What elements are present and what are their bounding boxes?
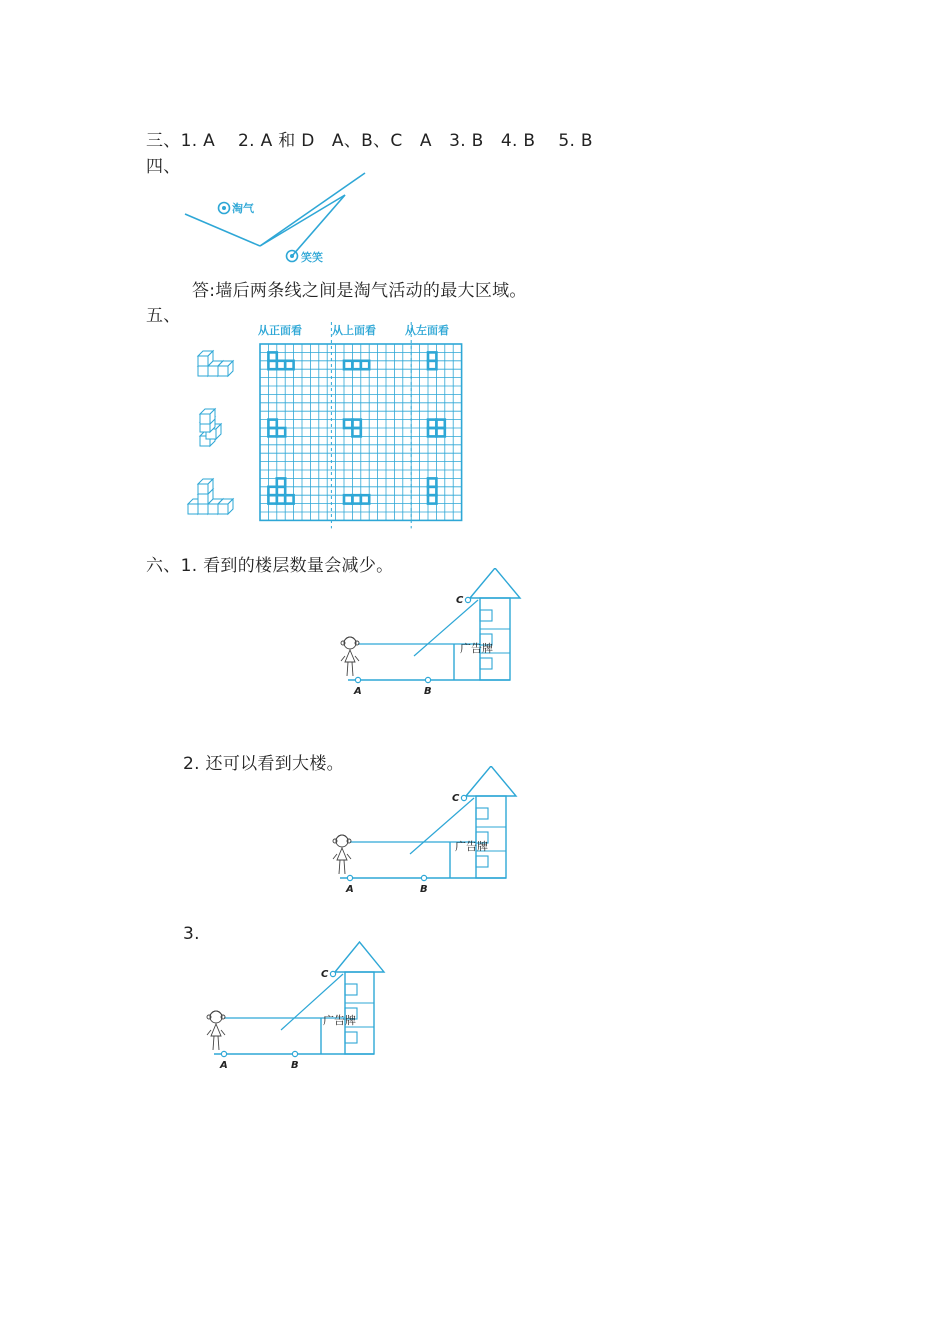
cube-front [188,504,198,514]
point-c [465,597,470,602]
ground-point [355,677,360,682]
cube-front [198,484,208,494]
section5-diagram [180,318,480,538]
tower-window [345,1032,357,1043]
billboard-label: 广告牌 [460,642,493,655]
point-c-label: C [452,793,460,804]
tower-roof [466,766,516,796]
section4-answer: 答:墙后两条线之间是淘气活动的最大区域。 [192,281,527,301]
view-cell [361,495,369,503]
cube-front [198,356,208,366]
section6-item3: 3. [183,924,200,944]
ground-point [347,875,352,880]
cube-front [200,414,210,424]
label-xiaoxiao: 笑笑 [301,251,323,264]
tower-window [480,610,492,621]
view-cell [361,361,369,369]
section6-item1: 六、1. 看到的楼层数量会减少。 [146,556,394,576]
tower-window [476,856,488,867]
section3-answers: 三、1. A 2. A 和 D A、B、C A 3. B 4. B 5. B [146,131,593,151]
view-grid [260,322,462,528]
point-c-label: C [456,595,464,606]
ground-point [425,677,430,682]
billboard-label: 广告牌 [455,840,488,853]
point-c [330,971,335,976]
view-cell [436,428,444,436]
point-label: B [424,686,432,697]
view-cell [428,495,436,503]
view-cell [428,361,436,369]
point-label: A [346,884,354,895]
label-taoqi: 淘气 [232,202,254,215]
girl-figure [333,835,351,874]
tower-window [476,808,488,819]
tower-window [345,984,357,995]
cube-front [198,366,208,376]
cube-front [218,366,228,376]
cube-front [208,366,218,376]
point-c-label: C [321,969,329,980]
ground-point [221,1051,226,1056]
view-cell [277,428,285,436]
section6-item2: 2. 还可以看到大楼。 [183,754,344,774]
girl-figure [207,1011,225,1050]
cube-front [198,494,208,504]
billboard-label: 广告牌 [323,1014,356,1027]
point-label: B [291,1060,299,1071]
header-left-view: 从左面看 [405,324,449,337]
view-cell [285,361,293,369]
view-cell [352,428,360,436]
building-diagram-1 [330,568,630,703]
ground-point [292,1051,297,1056]
cube-front [198,504,208,514]
building-diagram-2 [330,766,630,901]
tower-window [480,658,492,669]
tower-roof [470,568,520,598]
view-cell [285,495,293,503]
point-label: B [420,884,428,895]
cube-front [208,504,218,514]
section5-heading: 五、 [146,306,181,326]
point-c [461,795,466,800]
girl-figure [341,637,359,676]
point-label: A [220,1060,228,1071]
tower-roof [335,942,384,972]
header-top-view: 从上面看 [332,324,376,337]
cube-front [218,504,228,514]
section4-heading: 四、 [146,157,181,177]
point-label: A [354,686,362,697]
ground-point [421,875,426,880]
building-diagram-3 [200,940,500,1080]
header-front-view: 从正面看 [258,324,302,337]
section4-diagram [180,168,380,270]
iso-cube-figures [188,351,233,514]
